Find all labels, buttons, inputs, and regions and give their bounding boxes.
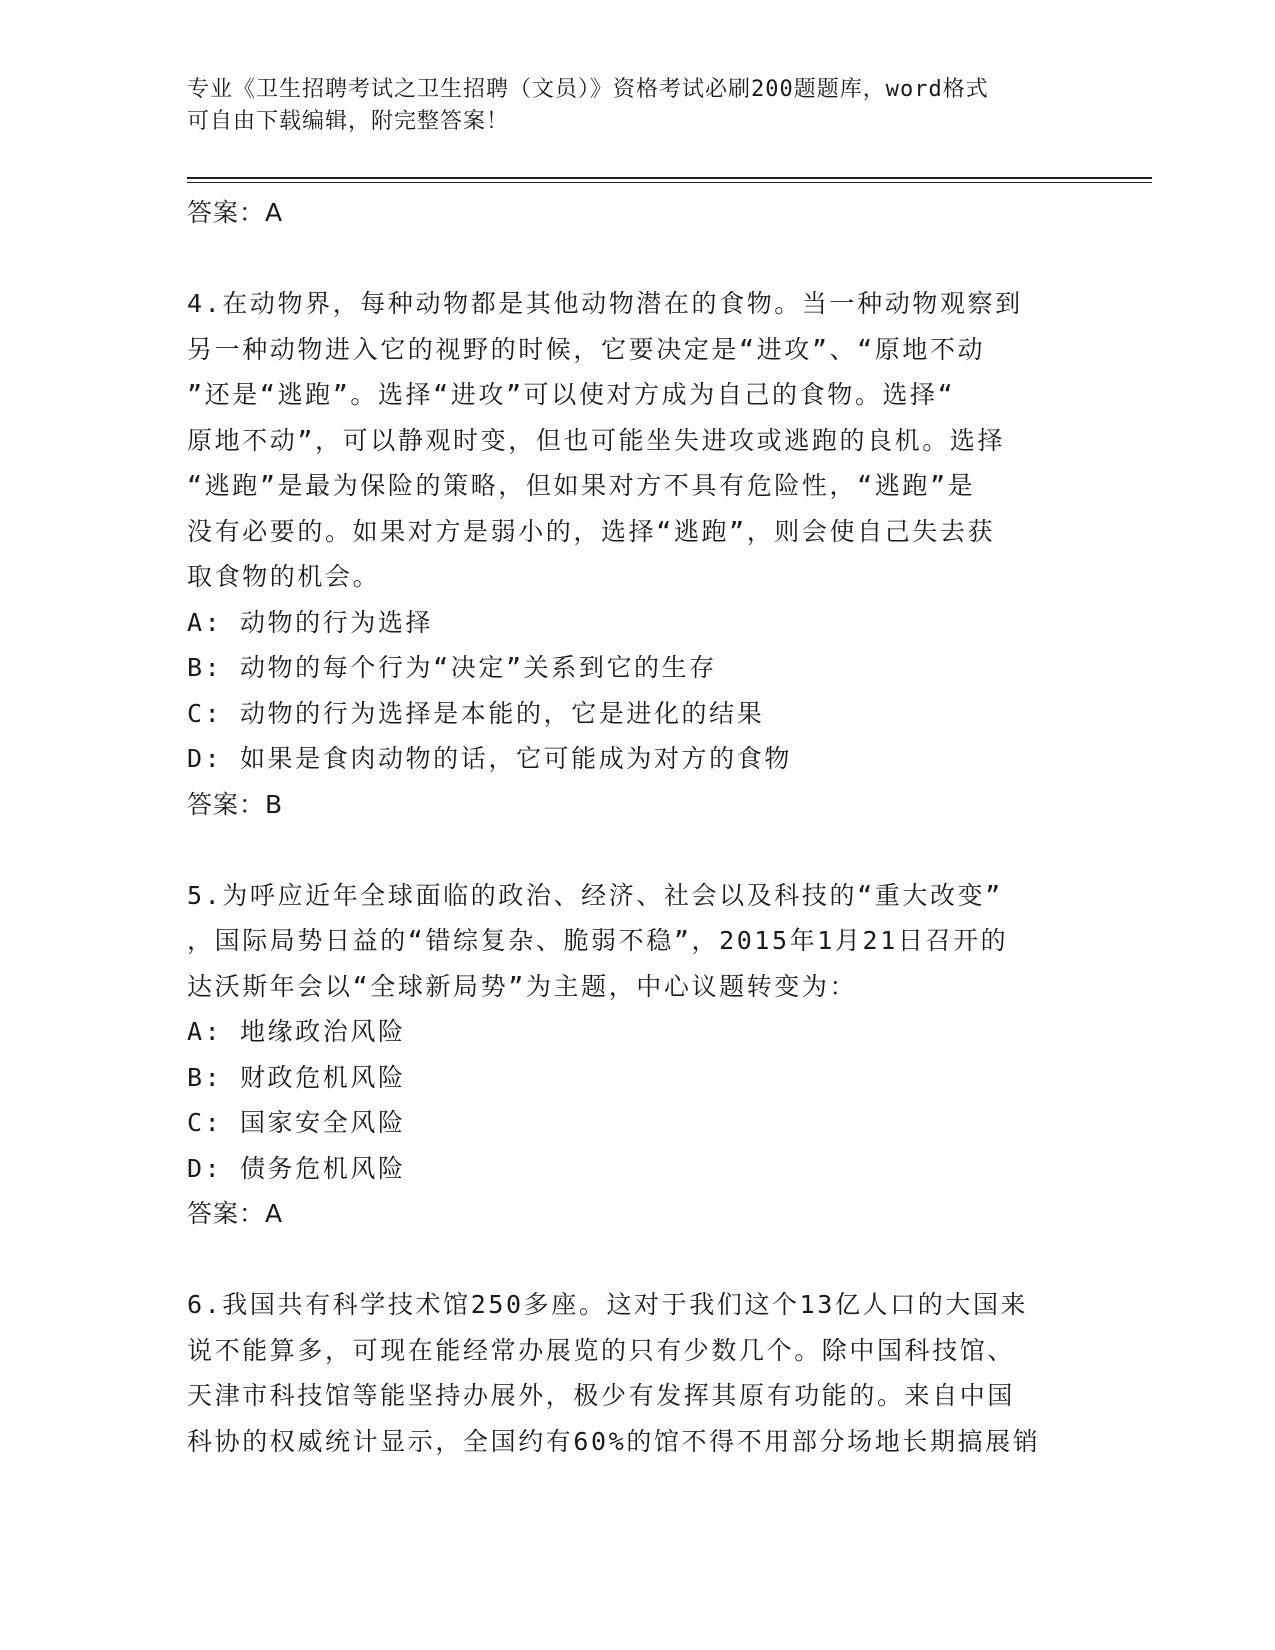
question-line: 另一种动物进入它的视野的时候，它要决定是“进攻”、“原地不动: [187, 334, 986, 364]
document-body: [187, 190, 1087, 1464]
question-line: 没有必要的。如果对方是弱小的，选择“逃跑”，则会使自己失去获: [187, 516, 996, 546]
option-c: C: 动物的行为选择是本能的，它是进化的结果: [187, 698, 765, 728]
question-line: ，国际局势日益的“错综复杂、脆弱不稳”，2015年1月21日召开的: [187, 926, 1009, 955]
question-line: 原地不动”，可以静观时变，但也可能坐失进攻或逃跑的良机。选择: [187, 425, 1006, 455]
question-line: 5.为呼应近年全球面临的政治、经济、社会以及科技的“重大改变”: [187, 880, 1003, 910]
header-line-2: 可自由下载编辑，附完整答案！: [187, 109, 510, 134]
option-a: A: 地缘政治风险: [187, 1017, 406, 1046]
option-d: D: 债务危机风险: [187, 1153, 406, 1183]
question-line: 达沃斯年会以“全球新局势”为主题，中心议题转变为：: [187, 971, 858, 1001]
document-header: [187, 74, 1087, 138]
answer-line: 答案：A: [187, 198, 284, 227]
answer-line: 答案：B: [187, 789, 284, 819]
spacer: [187, 236, 1087, 282]
question-line: 6.我国共有科学技术馆250多座。这对于我们这个13亿人口的大国来: [187, 1290, 1029, 1319]
question-6: [187, 1282, 1087, 1464]
spacer: [187, 827, 1087, 873]
question-line: ”还是“逃跑”。选择“进攻”可以使对方成为自己的食物。选择“: [187, 380, 956, 409]
question-line: 科协的权威统计显示，全国约有60%的馆不得不用部分场地长期搞展销: [187, 1426, 1041, 1456]
header-line-1: 专业《卫生招聘考试之卫生招聘（文员）》资格考试必刷200题题库，word格式: [187, 77, 989, 102]
option-a: A: 动物的行为选择: [187, 607, 434, 637]
question-4: [187, 281, 1087, 827]
option-d: D: 如果是食肉动物的话，它可能成为对方的食物: [187, 744, 792, 773]
question-line: 天津市科技馆等能坚持办展外，极少有发挥其原有功能的。来自中国: [187, 1381, 1016, 1410]
header-rule-thick: [187, 177, 1152, 179]
option-c: C: 国家安全风险: [187, 1108, 406, 1137]
answer-line: 答案：A: [187, 1199, 284, 1228]
header-rule-thin: [187, 182, 1152, 183]
option-b: B: 动物的每个行为“决定”关系到它的生存: [187, 653, 717, 682]
question-line: 4.在动物界，每种动物都是其他动物潜在的食物。当一种动物观察到: [187, 289, 1023, 318]
spacer: [187, 1237, 1087, 1283]
question-line: 取食物的机会。: [187, 562, 381, 591]
option-b: B: 财政危机风险: [187, 1062, 406, 1092]
question-5: [187, 873, 1087, 1237]
question-line: “逃跑”是最为保险的策略，但如果对方不具有危险性，“逃跑”是: [187, 471, 976, 500]
question-line: 说不能算多，可现在能经常办展览的只有少数几个。除中国科技馆、: [187, 1335, 1016, 1365]
